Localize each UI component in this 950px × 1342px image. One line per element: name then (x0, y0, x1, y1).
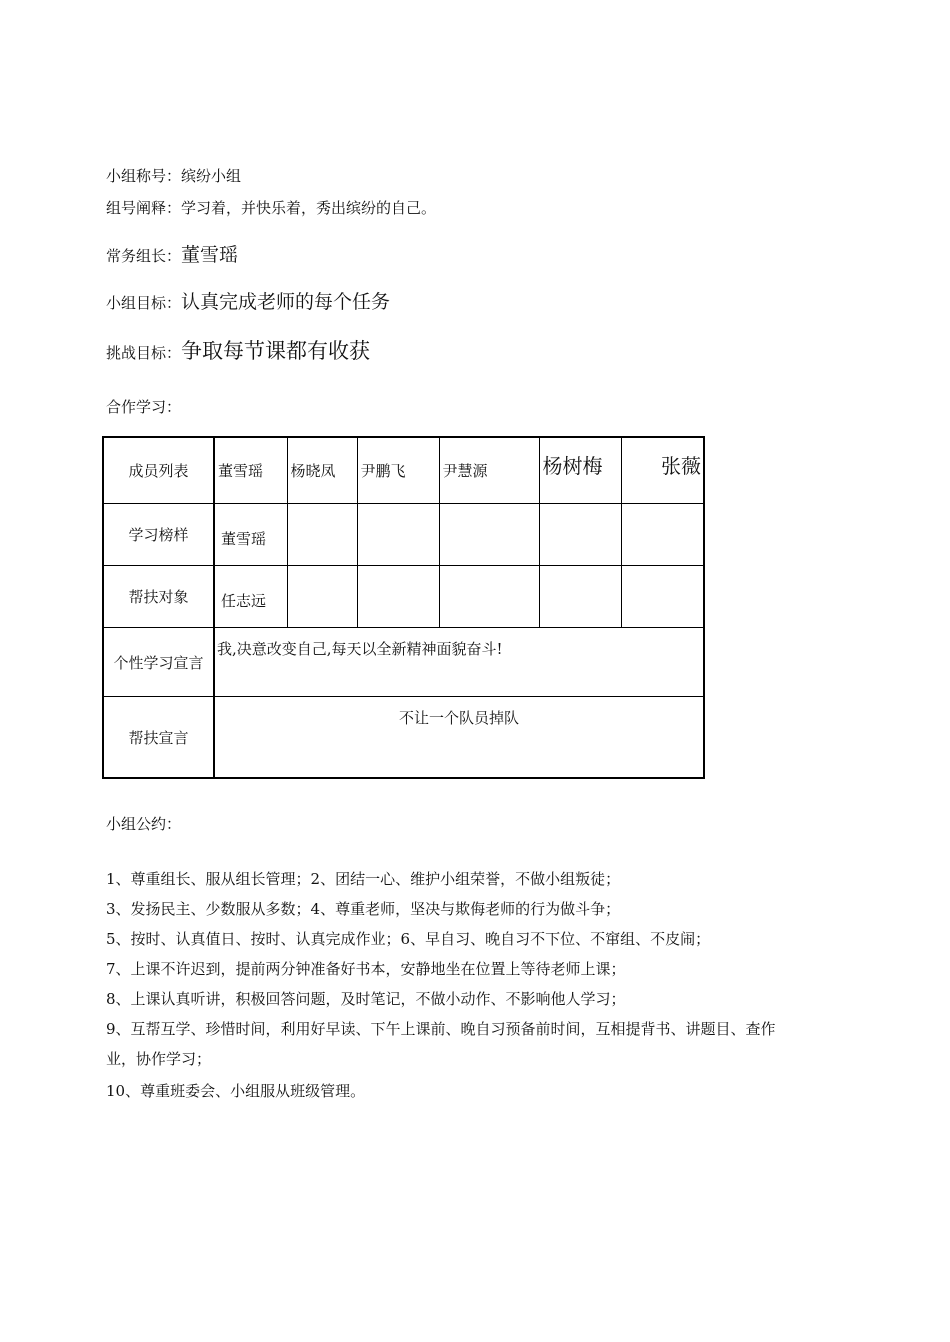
rules-title: 小组公约： (106, 815, 182, 833)
row-label-members: 成员列表 (103, 437, 214, 504)
rule-line: 7、上课不许迟到，提前两分钟准备好书本，安静地坐在位置上等待老师上课； (106, 960, 626, 978)
member-name: 董雪瑶 (214, 437, 287, 504)
challenge-value: 争取每节课都有收获 (181, 339, 371, 363)
rule-line: 9、互帮互学、珍惜时间，利用好早读、下午上课前、晚自习预备前时间，互相提背书、讲题目、查作 (106, 1020, 776, 1038)
leader-label: 常务组长： (106, 247, 182, 265)
empty-cell (287, 566, 357, 628)
coop-label: 合作学习： (106, 398, 182, 416)
personal-declaration-value: 我,决意改变自己,每天以全新精神面貌奋斗! (214, 628, 704, 697)
member-name: 尹鹏飞 (357, 437, 439, 504)
leader-value: 董雪瑶 (181, 244, 239, 266)
rule-line: 1、尊重组长、服从组长管理；2、团结一心、维护小组荣誉，不做小组叛徒； (106, 870, 621, 888)
goal-line (106, 287, 390, 314)
member-name: 尹慧源 (439, 437, 539, 504)
role-model-value: 董雪瑶 (214, 504, 287, 566)
row-label-help-declaration: 帮扶宣言 (103, 697, 214, 779)
empty-cell (439, 504, 539, 566)
help-target-value: 任志远 (214, 566, 287, 628)
empty-cell (287, 504, 357, 566)
group-explain-label: 组号阐释： (106, 199, 182, 217)
empty-cell (539, 566, 621, 628)
help-declaration-value: 不让一个队员掉队 (214, 697, 704, 779)
row-label-help-target: 帮扶对象 (103, 566, 214, 628)
members-row (103, 437, 704, 504)
goal-label: 小组目标： (106, 294, 182, 312)
rule-line: 业，协作学习； (106, 1050, 212, 1068)
member-name: 杨晓凤 (287, 437, 357, 504)
group-explain-value: 学习着，并快乐着，秀出缤纷的自己。 (181, 199, 437, 217)
rule-line: 3、发扬民主、少数服从多数；4、尊重老师，坚决与欺侮老师的行为做斗争； (106, 900, 621, 918)
leader-line (106, 240, 238, 267)
group-name-label: 小组称号： (106, 167, 182, 185)
empty-cell (539, 504, 621, 566)
rule-line: 5、按时、认真值日、按时、认真完成作业；6、早自习、晚自习不下位、不窜组、不皮闹； (106, 930, 711, 948)
member-name: 杨树梅 (539, 437, 621, 504)
challenge-line (106, 335, 370, 365)
group-explain-line (106, 197, 436, 218)
role-model-row (103, 504, 704, 566)
cooperation-table (102, 436, 705, 779)
row-label-personal-declaration: 个性学习宣言 (103, 628, 214, 697)
empty-cell (621, 504, 704, 566)
row-label-role-model: 学习榜样 (103, 504, 214, 566)
group-name-line (106, 165, 241, 186)
personal-declaration-row (103, 628, 704, 697)
challenge-label: 挑战目标： (106, 344, 182, 362)
empty-cell (621, 566, 704, 628)
empty-cell (439, 566, 539, 628)
goal-value: 认真完成老师的每个任务 (181, 291, 391, 313)
help-declaration-row (103, 697, 704, 779)
rule-line: 8、上课认真听讲，积极回答问题，及时笔记，不做小动作、不影响他人学习； (106, 990, 626, 1008)
empty-cell (357, 566, 439, 628)
empty-cell (357, 504, 439, 566)
help-target-row (103, 566, 704, 628)
group-name-value: 缤纷小组 (181, 167, 242, 185)
rule-line: 10、尊重班委会、小组服从班级管理。 (106, 1082, 366, 1100)
member-name: 张薇 (621, 437, 704, 504)
